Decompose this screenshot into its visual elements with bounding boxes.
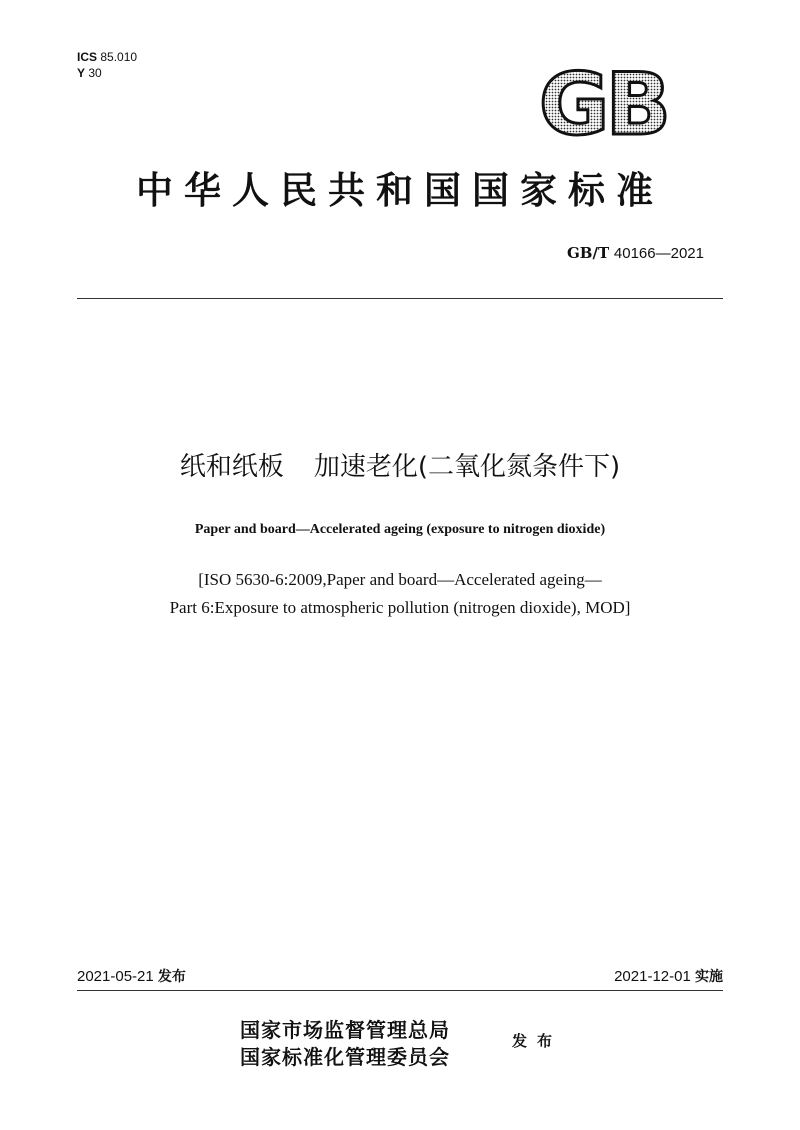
title-cn-part1: 纸和纸板 [179,452,284,482]
implement-label: 实施 [695,969,723,985]
gb-logo [524,58,682,142]
issue-date-value: 2021-05-21 [77,968,154,985]
standard-number [567,244,704,263]
issue-date [77,966,186,986]
implement-date-value: 2021-12-01 [614,968,691,985]
standard-number-value: 40166—2021 [613,245,704,262]
document-title-cn [0,447,800,487]
issuer-samr: 国家市场监督管理总局 [240,1018,450,1042]
ics-value: 85.010 [100,50,138,64]
issue-label: 发布 [157,969,186,985]
ccs-code [77,66,102,80]
publish-label: 发布 [512,1032,563,1050]
iso-reference-line1: [ISO 5630-6:2009,Paper and board—Accelerated ageing— [198,570,602,589]
ics-label: ICS [77,50,98,64]
iso-reference-line2: Part 6:Exposure to atmospheric pollution (nitrogen dioxide), MOD] [169,598,631,617]
issuer-sac: 国家标准化管理委员会 [240,1045,450,1069]
standard-number-prefix: GB/T [566,244,610,262]
footer-divider [77,990,723,991]
ics-code [77,50,137,64]
header-divider [77,298,723,299]
gb-logo-text: GB [538,58,668,142]
implement-date [614,966,723,986]
ccs-value: 30 [88,66,102,80]
document-title-en: Paper and board—Accelerated ageing (exposure to nitrogen dioxide) [194,522,606,537]
national-standard-title: 中华人民共和国国家标准 [136,168,664,212]
title-cn-part2: 加速老化(二氧化氮条件下) [313,452,621,482]
ccs-label: Y [77,66,86,80]
